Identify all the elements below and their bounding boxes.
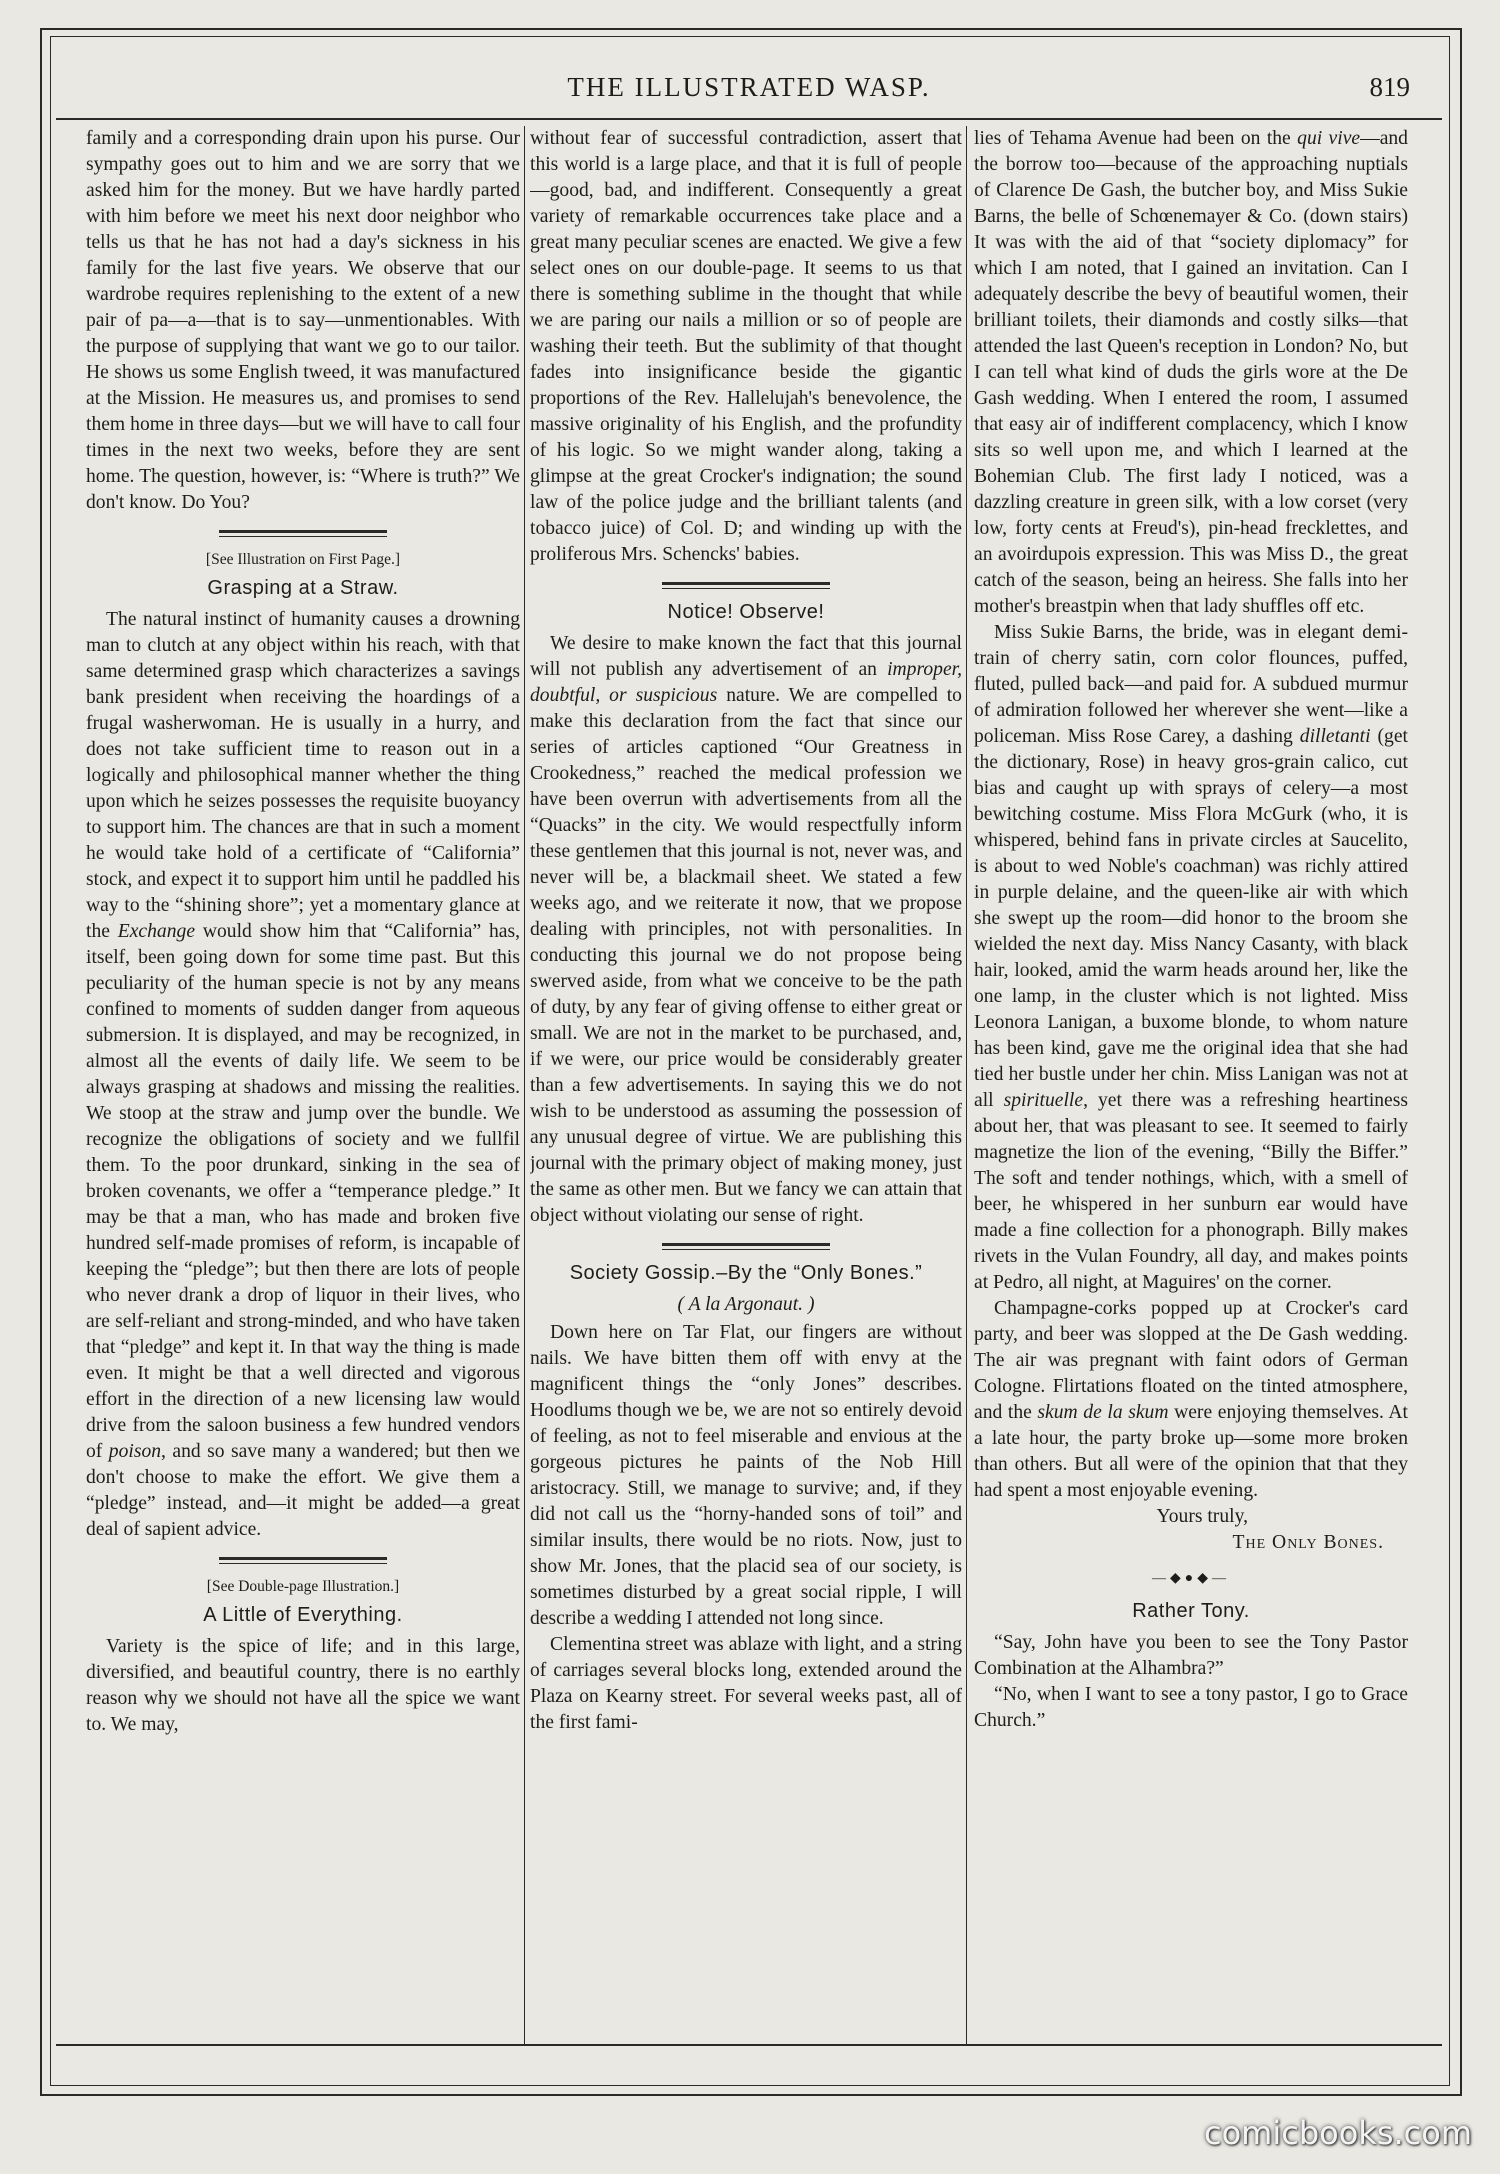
section-divider xyxy=(219,530,387,537)
article-title: Notice! Observe! xyxy=(667,601,825,623)
column-1 xyxy=(86,126,520,2040)
article-body: without fear of successful contradiction, assert that this world is a large place, and that it is full of people—good, bad, and indifferent. Consequently a great variety of remarkable occurrences take place and a great many peculiar scenes are enacted. We give a few select ones on our double-page. It seems to us that there is something sublime in the thought that while we are paring our nails a million or so of people are washing their teeth. But the sublimity of that thought fades into insignificance beside the gigantic proportions of the Rev. Hallelujah's benevolence, the massive originality of his English, and the profundity of his logic. So we might wander along, taking a glimpse at the great Crocker's indignation; the sound law of the police judge and the brilliant talents (and tobacco juice) of Col. D; and winding up with the proliferous Mrs. Schencks' babies. xyxy=(530,128,962,565)
column-2 xyxy=(530,126,962,2040)
article-body: “No, when I want to see a tony pastor, I go to Grace Church.” xyxy=(974,1684,1408,1731)
header-rule xyxy=(56,118,1442,120)
article-body: “Say, John have you been to see the Tony Pastor Combination at the Alhambra?” xyxy=(974,1632,1408,1679)
article-body: Champagne-corks popped up at Crocker's card party, and beer was slopped at the De Gash wedding. The air was pregnant with faint odors of German Cologne. Flirtations floated on the tinted atmosphere, and the skum de la skum were enjoying themselves. At a late hour, the party broke up—some more broken than others. But all were of the opinion that that they had spent a most enjoyable evening. xyxy=(974,1298,1408,1501)
article-body: Down here on Tar Flat, our fingers are without nails. We have bitten them off with envy at the magnificent things the “only Jones” describes. Hoodlums though we be, we are not so entirely devoid of feeling, as not to feel miserable and envious at the gorgeous pictures he paints of the Nob Hill aristocracy. Still, we manage to survive; and, if they did not call us the “horny-handed sons of toil” and similar insults, there would be no riots. Now, just to show Mr. Jones, that the placid sea of our society, is sometimes disturbed by a great social ripple, I will describe a wedding I attended not long since. xyxy=(530,1322,962,1629)
signature: The Only Bones. xyxy=(1232,1532,1384,1553)
article-title: Rather Tony. xyxy=(1132,1600,1250,1622)
article-body: Clementina street was ablaze with light, and a string of carriages several blocks long, extended around the Plaza on Kearny street. For several weeks past, all of the first fami- xyxy=(530,1634,962,1733)
article-subtitle: ( A la Argonaut. ) xyxy=(677,1294,815,1315)
page-header xyxy=(56,58,1442,114)
illustration-note: [See Double-page Illustration.] xyxy=(206,1578,400,1595)
column-rule-2 xyxy=(966,126,967,2046)
column-rule-1 xyxy=(524,126,525,2046)
column-3 xyxy=(974,126,1408,2040)
article-body: The natural instinct of humanity causes a drowning man to clutch at any object within his reach, with that same determined grasp which characterizes a savings bank president when receiving the hoardings of a frugal washerwoman. He is usually in a hurry, and does not take sufficient time to reason out in a logically and philosophical manner whether the thing upon which he seizes possesses the requisite buoyancy to support him. The chances are that in such a moment he would take hold of a certificate of “California” stock, and expect it to support him until he paddled his way to the “shining shore”; yet a momentary glance at the Exchange would show him that “California” has, itself, been going down for some time past. But this peculiarity of the human specie is not by any means confined to moments of sudden danger from aqueous submersion. It is displayed, and may be recognized, in almost all the events of daily life. We seem to be always grasping at shadows and missing the realities. We stoop at the straw and jump over the bundle. We recognize the obligations of society and we fullfil them. To the poor drunkard, sinking in the sea of broken covenants, we offer a “temperance pledge.” It may be that a man, who has made and broken five hundred self-made promises of reform, is incapable of keeping the “pledge”; but then there are lots of people who never drank a drop of liquor in their lives, who are self-reliant and strong-minded, and who have taken that “pledge” and kept it. In that way the thing is made even. It might be that a well directed and vigorous effort in the direction of a new licensing law would drive from the saloon business a few hundred vendors of poison, and so save many a wandered; but then we don't choose to make the effort. We give them a “pledge” instead, and—it might be added—a great deal of sapient advice. xyxy=(86,609,520,1540)
article-title: A Little of Everything. xyxy=(203,1604,403,1626)
article-title: Grasping at a Straw. xyxy=(207,577,399,599)
article-body: We desire to make known the fact that this journal will not publish any advertisement of an improper, doubtful, or suspicious nature. We are compelled to make this declaration from the fact that since our series of articles captioned “Our Greatness in Crookedness,” reached the medical profession we have been overrun with advertisements from all the “Quacks” in the city. We would respectfully inform these gentlemen that this journal is not, never was, and never will be, a blackmail sheet. We stated a few weeks ago, and we reiterate it now, that we propose dealing with principles, not with personalities. In conducting this journal we do not propose being swerved aside, from what we conceive to be the path of duty, by any fear of giving offense to either great or small. We are not in the market to be purchased, and, if we were, our price would be considerably greater than a few advertisements. In saying this we do not wish to be understood as assuming the possession of any unusual degree of virtue. We are publishing this journal with the primary object of making money, just the same as other men. But we fancy we can attain that object without violating our sense of right. xyxy=(530,633,962,1226)
footer-rule xyxy=(56,2044,1442,2046)
ornament-divider: —◆●◆— xyxy=(1152,1571,1230,1586)
page-number: 819 xyxy=(1369,72,1410,102)
article-continuation: family and a corresponding drain upon his purse. Our sympathy goes out to him and we are sorry that we asked him for the money. But we have hardly parted with him before we meet his next door neighbor who tells us that he has not had a day's sickness in his family for the last five years. We observe that our wardrobe requires replenishing to the extent of a new pair of pa—a—that is to say—unmentionables. With the purpose of supplying that want we go to our tailor. He shows us some English tweed, it was manufactured at the Mission. He measures us, and promises to send them home in three days—but we will have to call four times in the next two weeks, before they are sent home. The question, however, is: “Where is truth?” We don't know. Do You? xyxy=(86,128,520,513)
article-body: lies of Tehama Avenue had been on the qui vive—and the borrow too—because of the approaching nuptials of Clarence De Gash, the butcher boy, and Miss Sukie Barns, the belle of Schœnemayer & Co. (down stairs) It was with the aid of that “society diplomacy” for which I am noted, that I gained an invitation. Can I adequately describe the bevy of beautiful women, their brilliant toilets, their diamonds and costly silks—that attended the last Queen's reception in London? No, but I can tell what kind of duds the girls wore at the De Gash wedding. When I entered the room, I assumed that easy air of indifferent complacency, which I know sits so well upon me, and which I learned at the Bohemian Club. The first lady I noticed, was a dazzling creature in green silk, with a low corset (very low, forty cents at Freud's), pin-head frecklettes, and an avoirdupois expression. This was Miss D., the great catch of the season, being an heiress. She falls into her mother's breastpin when that lady shuffles off etc. xyxy=(974,128,1408,617)
letter-closing: Yours truly, xyxy=(1156,1506,1248,1527)
section-divider xyxy=(662,582,830,589)
illustration-note: [See Illustration on First Page.] xyxy=(205,551,401,568)
article-body: Miss Sukie Barns, the bride, was in elegant demi-train of cherry satin, corn color flounces, puffed, fluted, pulled back—and paid for. A subdued murmur of admiration followed her wherever she went—like a policeman. Miss Rose Carey, a dashing dilletanti (get the dictionary, Rose) in heavy gros-grain calico, cut bias and caught up with sprays of celery—a most bewitching costume. Miss Flora McGurk (who, it is whispered, behind fans in private circles at Saucelito, is about to wed Noble's coachman) was richly attired in purple delaine, and the queen-like air with which she swept up the room—did honor to the broom she wielded the next day. Miss Nancy Casanty, with black hair, looked, amid the warm heads around her, like the one lamp, in the cluster which is not lighted. Miss Leonora Lanigan, a buxome blonde, to whom nature has been kind, gave me the original idea that she had tied her bustle under her chin. Miss Lanigan was not at all spirituelle, yet there was a refreshing heartiness about her, that was pleasant to see. It seemed to fairly magnetize the lion of the evening, “Billy the Biffer.” The soft and tender nothings, which, with a smell of beer, he whispered in her sunburn ear would have made a fine collection for a phonograph. Billy makes rivets in the Vulan Foundry, all day, and makes points at Pedro, all night, at Maguires' on the corner. xyxy=(974,622,1408,1293)
article-title: Society Gossip.–By the “Only Bones.” xyxy=(569,1262,923,1284)
masthead-title: THE ILLUSTRATED WASP. xyxy=(567,72,931,102)
section-divider xyxy=(662,1243,830,1250)
section-divider xyxy=(219,1557,387,1564)
article-body: Variety is the spice of life; and in this large, diversified, and beautiful country, there is no earthly reason why we should not have all the spice we want to. We may, xyxy=(86,1636,520,1735)
watermark-logo: comicbooks.com xyxy=(1203,2114,1472,2152)
